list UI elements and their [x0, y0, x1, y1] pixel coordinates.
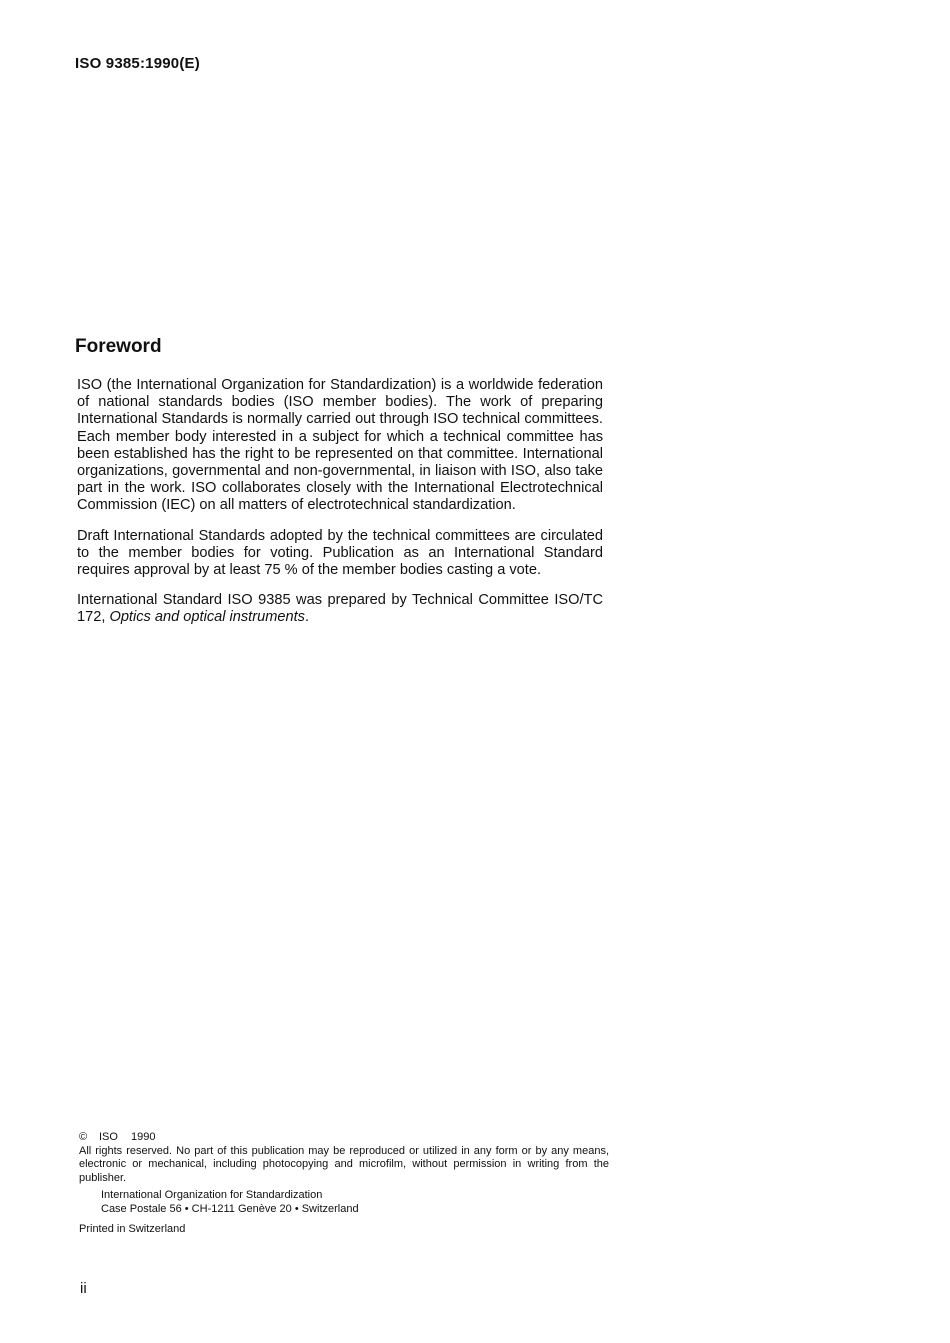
copyright-year: 1990 [131, 1131, 156, 1143]
publisher-name: International Organization for Standardization [101, 1189, 323, 1202]
foreword-heading: Foreword [75, 336, 162, 357]
committee-title: Optics and optical instruments [109, 609, 305, 626]
foreword-paragraph-2: Draft International Standards adopted by the technical committees are circulated to the member bodies for voting. Publication as an International Standard requires approval by at least 75 % of the member bodies casting a vote. [77, 527, 603, 579]
foreword-paragraph-1: ISO (the International Organization for Standardization) is a worldwide federation of national standards bodies (ISO member bodies). The work of preparing International Standards is normally carried out through ISO technical committees. Each member body interested in a subject for which a technical committee has been established has the right to be represented on that committee. International organizations, governmental and non-governmental, in liaison with ISO, also take part in the work. ISO collaborates closely with the International Electrotechnical Commission (IEC) on all matters of electrotechnical standardization. [77, 377, 603, 514]
printed-in: Printed in Switzerland [79, 1222, 186, 1235]
foreword-paragraph-3 [77, 592, 603, 626]
copyright-line [79, 1131, 609, 1145]
paragraph-3-end: . [304, 609, 310, 626]
document-id: ISO 9385:1990(E) [75, 55, 200, 72]
publisher-address [101, 1189, 609, 1216]
rights-statement: All rights reserved. No part of this publication may be reproduced or utilized in any form or by any means, electronic or mechanical, including photocopying and microfilm, without permission in writing from the publisher. [79, 1144, 609, 1184]
copyright-block [79, 1131, 609, 1236]
foreword-body [77, 377, 603, 640]
publisher-postal: Case Postale 56 • CH-1211 Genève 20 • Switzerland [101, 1202, 359, 1215]
copyright-org: ISO [99, 1131, 118, 1143]
page-number: ii [80, 1280, 87, 1297]
copyright-icon: © [79, 1131, 88, 1143]
paragraph-3-text: International Standard ISO 9385 was prepared by Technical Committee ISO/TC 172, [77, 592, 603, 626]
